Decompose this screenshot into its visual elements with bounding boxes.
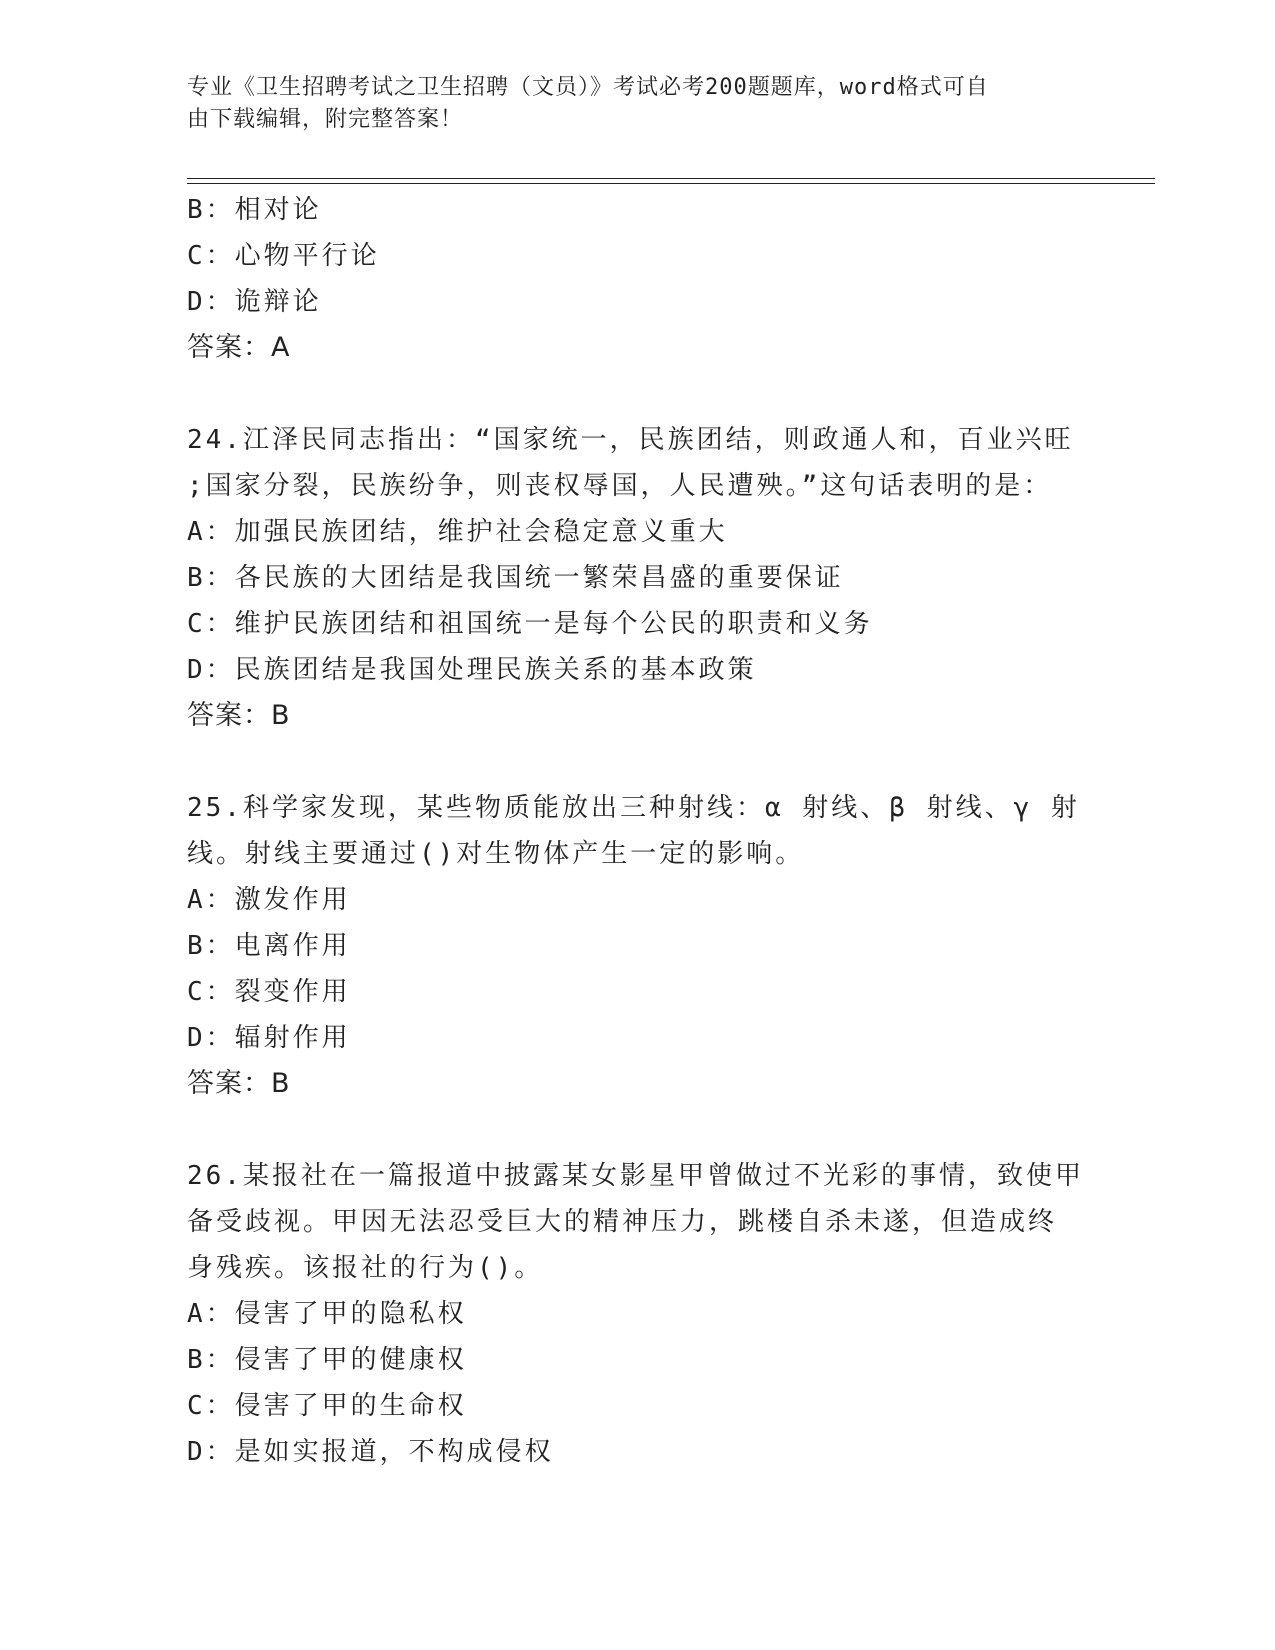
option-c: C：心物平行论: [187, 241, 380, 271]
question-25: [187, 785, 1107, 1107]
question-list: [187, 187, 1107, 1475]
question-stem: 25.科学家发现，某些物质能放出三种射线：α 射线、β 射线、γ 射: [187, 793, 1080, 823]
option-a: A：加强民族团结，维护社会稳定意义重大: [187, 517, 728, 547]
option-d: D：民族团结是我国处理民族关系的基本政策: [187, 655, 757, 685]
spacer: [187, 371, 1107, 417]
document-header: [187, 72, 1067, 136]
question-24: [187, 417, 1107, 739]
answer: 答案：B: [187, 700, 291, 731]
option-c: C：维护民族团结和祖国统一是每个公民的职责和义务: [187, 609, 873, 639]
question-stem: 身残疾。该报社的行为()。: [187, 1253, 544, 1283]
spacer: [187, 739, 1107, 785]
question-stem: ;国家分裂，民族纷争，则丧权辱国，人民遭殃。”这句话表明的是：: [187, 471, 1053, 501]
option-a: A：激发作用: [187, 885, 351, 915]
option-b: B：相对论: [187, 195, 322, 225]
question-23: [187, 187, 1107, 371]
header-divider-top: [187, 178, 1155, 179]
header-line-1: 专业《卫生招聘考试之卫生招聘（文员）》考试必考200题题库，word格式可自: [187, 75, 989, 100]
header-divider-bottom: [187, 183, 1155, 184]
spacer: [187, 1107, 1107, 1153]
question-stem: 26.某报社在一篇报道中披露某女影星甲曾做过不光彩的事情，致使甲: [187, 1161, 1084, 1191]
option-c: C：侵害了甲的生命权: [187, 1391, 467, 1421]
question-stem: 线。射线主要通过()对生物体产生一定的影响。: [187, 839, 805, 869]
option-d: D：辐射作用: [187, 1023, 351, 1053]
answer: 答案：B: [187, 1068, 291, 1099]
option-d: D：是如实报道，不构成侵权: [187, 1437, 554, 1467]
option-a: A：侵害了甲的隐私权: [187, 1299, 467, 1329]
option-c: C：裂变作用: [187, 977, 351, 1007]
question-stem: 24.江泽民同志指出：“国家统一，民族团结，则政通人和，百业兴旺: [187, 425, 1074, 455]
answer: 答案：A: [187, 332, 291, 363]
option-b: B：各民族的大团结是我国统一繁荣昌盛的重要保证: [187, 563, 844, 593]
option-d: D：诡辩论: [187, 287, 322, 317]
question-stem: 备受歧视。甲因无法忍受巨大的精神压力，跳楼自杀未遂，但造成终: [187, 1207, 1058, 1237]
question-26: [187, 1153, 1107, 1475]
option-b: B：电离作用: [187, 931, 351, 961]
header-line-2: 由下载编辑，附完整答案！: [187, 107, 464, 132]
option-b: B：侵害了甲的健康权: [187, 1345, 467, 1375]
